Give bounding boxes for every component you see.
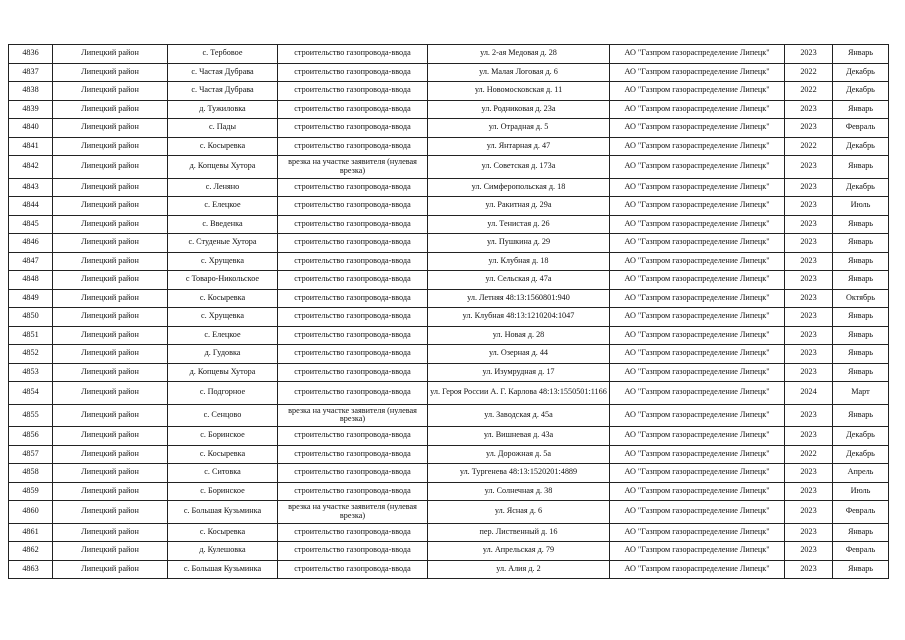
table-cell: ул. Изумрудная д. 17 — [428, 363, 610, 382]
table-cell: ул. Отрадная д. 5 — [428, 119, 610, 138]
table-body — [9, 45, 889, 579]
table-row — [9, 137, 889, 156]
table-cell: ул. 2-ая Медовая д. 28 — [428, 45, 610, 64]
table-cell: 4838 — [9, 82, 53, 101]
table-cell: ул. Летняя 48:13:1560801:940 — [428, 289, 610, 308]
table-cell: Январь — [833, 404, 889, 427]
table-cell: ул. Тенистая д. 26 — [428, 215, 610, 234]
table-cell: Липецкий район — [53, 178, 168, 197]
table-cell: 2023 — [785, 345, 833, 364]
table-cell: с. Сенцово — [168, 404, 278, 427]
table-cell: ул. Родниковая д. 23а — [428, 100, 610, 119]
table-cell: Февраль — [833, 119, 889, 138]
table-cell: с. Боринское — [168, 482, 278, 501]
table-cell: строительство газопровода-ввода — [278, 178, 428, 197]
table-cell: 4850 — [9, 308, 53, 327]
table-cell: 4842 — [9, 156, 53, 179]
table-cell: Липецкий район — [53, 289, 168, 308]
table-cell: д. Кулешовка — [168, 542, 278, 561]
table-cell: Декабрь — [833, 178, 889, 197]
table-cell: с. Частая Дубрава — [168, 63, 278, 82]
table-cell: 4837 — [9, 63, 53, 82]
table-cell: 2023 — [785, 289, 833, 308]
table-cell: 4859 — [9, 482, 53, 501]
table-cell: ул. Янтарная д. 47 — [428, 137, 610, 156]
table-cell: Декабрь — [833, 82, 889, 101]
table-cell: строительство газопровода-ввода — [278, 271, 428, 290]
table-cell: строительство газопровода-ввода — [278, 363, 428, 382]
table-cell: Январь — [833, 363, 889, 382]
table-cell: с. Большая Кузьминка — [168, 501, 278, 524]
table-cell: 2023 — [785, 252, 833, 271]
table-cell: 2023 — [785, 271, 833, 290]
table-cell: Январь — [833, 523, 889, 542]
table-cell: Липецкий район — [53, 197, 168, 216]
table-cell: Июль — [833, 197, 889, 216]
table-cell: Липецкий район — [53, 82, 168, 101]
table-cell: АО "Газпром газораспределение Липецк" — [610, 308, 785, 327]
table-cell: 4841 — [9, 137, 53, 156]
table-cell: Липецкий район — [53, 156, 168, 179]
table-cell: ул. Алия д. 2 — [428, 560, 610, 579]
table-cell: строительство газопровода-ввода — [278, 523, 428, 542]
table-cell: АО "Газпром газораспределение Липецк" — [610, 382, 785, 405]
table-cell: с. Елецкое — [168, 326, 278, 345]
table-cell: с. Хрущевка — [168, 308, 278, 327]
table-cell: 2023 — [785, 363, 833, 382]
table-row — [9, 82, 889, 101]
table-cell: 2023 — [785, 119, 833, 138]
table-cell: Липецкий район — [53, 464, 168, 483]
table-cell: с. Хрущевка — [168, 252, 278, 271]
table-cell: ул. Тургенева 48:13:1520201:4889 — [428, 464, 610, 483]
table-cell: 4853 — [9, 363, 53, 382]
table-cell: 4854 — [9, 382, 53, 405]
table-cell: 4845 — [9, 215, 53, 234]
table-cell: ул. Пушкина д. 29 — [428, 234, 610, 253]
table-cell: строительство газопровода-ввода — [278, 215, 428, 234]
table-cell: Июль — [833, 482, 889, 501]
table-cell: Январь — [833, 308, 889, 327]
table-cell: ул. Клубная 48:13:1210204:1047 — [428, 308, 610, 327]
table-cell: АО "Газпром газораспределение Липецк" — [610, 197, 785, 216]
table-cell: Декабрь — [833, 445, 889, 464]
table-cell: 2023 — [785, 560, 833, 579]
table-cell: АО "Газпром газораспределение Липецк" — [610, 501, 785, 524]
connections-table — [8, 44, 889, 579]
table-cell: с. Введенка — [168, 215, 278, 234]
table-cell: строительство газопровода-ввода — [278, 445, 428, 464]
table-cell: д. Тужиловка — [168, 100, 278, 119]
table-row — [9, 404, 889, 427]
table-cell: 4852 — [9, 345, 53, 364]
table-cell: ул. Сельская д. 47а — [428, 271, 610, 290]
table-cell: АО "Газпром газораспределение Липецк" — [610, 345, 785, 364]
table-cell: 4840 — [9, 119, 53, 138]
table-cell: Липецкий район — [53, 482, 168, 501]
table-cell: с. Леняно — [168, 178, 278, 197]
table-cell: строительство газопровода-ввода — [278, 100, 428, 119]
table-cell: АО "Газпром газораспределение Липецк" — [610, 464, 785, 483]
table-cell: 2023 — [785, 45, 833, 64]
table-cell: 2023 — [785, 427, 833, 446]
table-cell: АО "Газпром газораспределение Липецк" — [610, 271, 785, 290]
table-cell: 4863 — [9, 560, 53, 579]
table-cell: с Товаро-Никольское — [168, 271, 278, 290]
table-cell: ул. Новая д. 28 — [428, 326, 610, 345]
table-cell: с. Подгорное — [168, 382, 278, 405]
table-row — [9, 363, 889, 382]
table-cell: Липецкий район — [53, 215, 168, 234]
table-row — [9, 271, 889, 290]
table-cell: с. Косыревка — [168, 289, 278, 308]
table-cell: АО "Газпром газораспределение Липецк" — [610, 252, 785, 271]
table-cell: Липецкий район — [53, 326, 168, 345]
table-row — [9, 45, 889, 64]
table-row — [9, 542, 889, 561]
table-cell: Январь — [833, 326, 889, 345]
table-cell: Октябрь — [833, 289, 889, 308]
table-cell: 2023 — [785, 501, 833, 524]
table-cell: 2023 — [785, 156, 833, 179]
table-cell: строительство газопровода-ввода — [278, 137, 428, 156]
table-cell: Липецкий район — [53, 308, 168, 327]
table-row — [9, 215, 889, 234]
table-cell: Липецкий район — [53, 542, 168, 561]
table-cell: ул. Апрельская д. 79 — [428, 542, 610, 561]
table-cell: АО "Газпром газораспределение Липецк" — [610, 404, 785, 427]
table-cell: АО "Газпром газораспределение Липецк" — [610, 326, 785, 345]
table-cell: 4848 — [9, 271, 53, 290]
table-cell: Март — [833, 382, 889, 405]
table-cell: д. Копцевы Хутора — [168, 363, 278, 382]
table-cell: Январь — [833, 345, 889, 364]
table-cell: ул. Вишневая д. 43а — [428, 427, 610, 446]
table-cell: ул. Малая Логовая д. 6 — [428, 63, 610, 82]
table-cell: Липецкий район — [53, 45, 168, 64]
table-cell: Январь — [833, 252, 889, 271]
table-cell: 2023 — [785, 178, 833, 197]
table-cell: с. Елецкое — [168, 197, 278, 216]
table-cell: 4855 — [9, 404, 53, 427]
table-cell: ул. Дорожная д. 5а — [428, 445, 610, 464]
table-row — [9, 308, 889, 327]
table-cell: строительство газопровода-ввода — [278, 382, 428, 405]
table-cell: врезка на участке заявителя (нулевая врезка) — [278, 156, 428, 179]
table-cell: 4857 — [9, 445, 53, 464]
table-cell: 4858 — [9, 464, 53, 483]
table-cell: строительство газопровода-ввода — [278, 234, 428, 253]
table-cell: 2023 — [785, 542, 833, 561]
table-cell: строительство газопровода-ввода — [278, 82, 428, 101]
table-cell: АО "Газпром газораспределение Липецк" — [610, 234, 785, 253]
document-page — [8, 44, 888, 579]
table-cell: с. Большая Кузьминка — [168, 560, 278, 579]
table-cell: АО "Газпром газораспределение Липецк" — [610, 363, 785, 382]
table-cell: АО "Газпром газораспределение Липецк" — [610, 156, 785, 179]
table-cell: Липецкий район — [53, 63, 168, 82]
table-cell: 2023 — [785, 523, 833, 542]
table-cell: Липецкий район — [53, 252, 168, 271]
table-cell: АО "Газпром газораспределение Липецк" — [610, 445, 785, 464]
table-cell: Апрель — [833, 464, 889, 483]
table-row — [9, 252, 889, 271]
table-cell: строительство газопровода-ввода — [278, 289, 428, 308]
table-cell: врезка на участке заявителя (нулевая врезка) — [278, 404, 428, 427]
table-cell: 4839 — [9, 100, 53, 119]
table-cell: Липецкий район — [53, 560, 168, 579]
table-cell: 4843 — [9, 178, 53, 197]
table-cell: 4856 — [9, 427, 53, 446]
table-cell: 4860 — [9, 501, 53, 524]
table-cell: строительство газопровода-ввода — [278, 119, 428, 138]
table-cell: ул. Новомосковская д. 11 — [428, 82, 610, 101]
table-cell: АО "Газпром газораспределение Липецк" — [610, 82, 785, 101]
table-cell: с. Косыревка — [168, 137, 278, 156]
table-cell: Липецкий район — [53, 501, 168, 524]
table-row — [9, 345, 889, 364]
table-cell: Липецкий район — [53, 345, 168, 364]
table-row — [9, 501, 889, 524]
table-cell: АО "Газпром газораспределение Липецк" — [610, 137, 785, 156]
table-cell: с. Студеные Хутора — [168, 234, 278, 253]
table-cell: Липецкий район — [53, 137, 168, 156]
table-row — [9, 445, 889, 464]
table-cell: с. Пады — [168, 119, 278, 138]
table-cell: 2023 — [785, 482, 833, 501]
table-cell: 4862 — [9, 542, 53, 561]
table-cell: строительство газопровода-ввода — [278, 308, 428, 327]
table-cell: 4861 — [9, 523, 53, 542]
table-cell: строительство газопровода-ввода — [278, 542, 428, 561]
table-cell: Январь — [833, 560, 889, 579]
table-cell: Липецкий район — [53, 382, 168, 405]
table-cell: ул. Озерная д. 44 — [428, 345, 610, 364]
table-cell: 4849 — [9, 289, 53, 308]
table-row — [9, 289, 889, 308]
table-row — [9, 560, 889, 579]
table-cell: 2023 — [785, 215, 833, 234]
table-row — [9, 100, 889, 119]
table-cell: с. Тербовое — [168, 45, 278, 64]
table-cell: ул. Клубная д. 18 — [428, 252, 610, 271]
table-cell: АО "Газпром газораспределение Липецк" — [610, 119, 785, 138]
table-cell: с. Ситовка — [168, 464, 278, 483]
table-cell: 4844 — [9, 197, 53, 216]
table-cell: Декабрь — [833, 63, 889, 82]
table-cell: 2022 — [785, 63, 833, 82]
table-row — [9, 178, 889, 197]
table-row — [9, 63, 889, 82]
table-cell: ул. Солнечная д. 38 — [428, 482, 610, 501]
table-cell: 4846 — [9, 234, 53, 253]
table-row — [9, 382, 889, 405]
table-cell: АО "Газпром газораспределение Липецк" — [610, 45, 785, 64]
table-cell: с. Косыревка — [168, 523, 278, 542]
table-cell: Липецкий район — [53, 234, 168, 253]
table-cell: строительство газопровода-ввода — [278, 482, 428, 501]
table-cell: АО "Газпром газораспределение Липецк" — [610, 482, 785, 501]
table-cell: врезка на участке заявителя (нулевая врезка) — [278, 501, 428, 524]
table-cell: Липецкий район — [53, 523, 168, 542]
table-cell: строительство газопровода-ввода — [278, 427, 428, 446]
table-cell: строительство газопровода-ввода — [278, 197, 428, 216]
table-cell: ул. Героя России А. Г. Карлова 48:13:1550501:1166 — [428, 382, 610, 405]
table-cell: Липецкий район — [53, 445, 168, 464]
table-cell: ул. Советская д. 173а — [428, 156, 610, 179]
table-cell: 4851 — [9, 326, 53, 345]
table-cell: Февраль — [833, 542, 889, 561]
table-cell: 2022 — [785, 445, 833, 464]
table-cell: с. Частая Дубрава — [168, 82, 278, 101]
table-cell: Липецкий район — [53, 271, 168, 290]
table-cell: Липецкий район — [53, 119, 168, 138]
table-cell: 2023 — [785, 326, 833, 345]
table-cell: 2023 — [785, 100, 833, 119]
table-cell: АО "Газпром газораспределение Липецк" — [610, 560, 785, 579]
table-cell: Февраль — [833, 501, 889, 524]
table-cell: ул. Заводская д. 45а — [428, 404, 610, 427]
table-cell: строительство газопровода-ввода — [278, 45, 428, 64]
table-cell: Липецкий район — [53, 363, 168, 382]
table-cell: АО "Газпром газораспределение Липецк" — [610, 427, 785, 446]
table-cell: 2023 — [785, 197, 833, 216]
table-cell: Липецкий район — [53, 404, 168, 427]
table-cell: 2023 — [785, 404, 833, 427]
table-cell: д. Копцевы Хутора — [168, 156, 278, 179]
table-row — [9, 523, 889, 542]
table-cell: ул. Ясная д. 6 — [428, 501, 610, 524]
table-cell: строительство газопровода-ввода — [278, 63, 428, 82]
table-cell: 2023 — [785, 234, 833, 253]
table-cell: строительство газопровода-ввода — [278, 326, 428, 345]
table-cell: 4847 — [9, 252, 53, 271]
table-cell: Январь — [833, 215, 889, 234]
table-cell: АО "Газпром газораспределение Липецк" — [610, 63, 785, 82]
table-cell: 2022 — [785, 82, 833, 101]
table-row — [9, 326, 889, 345]
table-cell: с. Косыревка — [168, 445, 278, 464]
table-cell: д. Гудовка — [168, 345, 278, 364]
table-cell: ул. Ракитная д. 29а — [428, 197, 610, 216]
table-row — [9, 156, 889, 179]
table-cell: АО "Газпром газораспределение Липецк" — [610, 100, 785, 119]
table-cell: Липецкий район — [53, 427, 168, 446]
table-cell: 2023 — [785, 464, 833, 483]
table-cell: Декабрь — [833, 427, 889, 446]
table-row — [9, 234, 889, 253]
table-cell: Декабрь — [833, 137, 889, 156]
table-cell: АО "Газпром газораспределение Липецк" — [610, 215, 785, 234]
table-cell: пер. Лиственный д. 16 — [428, 523, 610, 542]
table-cell: АО "Газпром газораспределение Липецк" — [610, 542, 785, 561]
table-row — [9, 119, 889, 138]
table-cell: 4836 — [9, 45, 53, 64]
table-cell: с. Боринское — [168, 427, 278, 446]
table-cell: 2022 — [785, 137, 833, 156]
table-cell: АО "Газпром газораспределение Липецк" — [610, 289, 785, 308]
table-cell: АО "Газпром газораспределение Липецк" — [610, 178, 785, 197]
table-cell: строительство газопровода-ввода — [278, 252, 428, 271]
table-cell: Январь — [833, 271, 889, 290]
table-cell: строительство газопровода-ввода — [278, 345, 428, 364]
table-cell: ул. Симферопольская д. 18 — [428, 178, 610, 197]
table-row — [9, 427, 889, 446]
table-cell: АО "Газпром газораспределение Липецк" — [610, 523, 785, 542]
table-cell: Январь — [833, 234, 889, 253]
table-cell: 2024 — [785, 382, 833, 405]
table-row — [9, 482, 889, 501]
table-row — [9, 464, 889, 483]
table-cell: Январь — [833, 45, 889, 64]
table-cell: Липецкий район — [53, 100, 168, 119]
table-cell: 2023 — [785, 308, 833, 327]
table-cell: Январь — [833, 100, 889, 119]
table-cell: строительство газопровода-ввода — [278, 464, 428, 483]
table-cell: Январь — [833, 156, 889, 179]
table-row — [9, 197, 889, 216]
table-cell: строительство газопровода-ввода — [278, 560, 428, 579]
